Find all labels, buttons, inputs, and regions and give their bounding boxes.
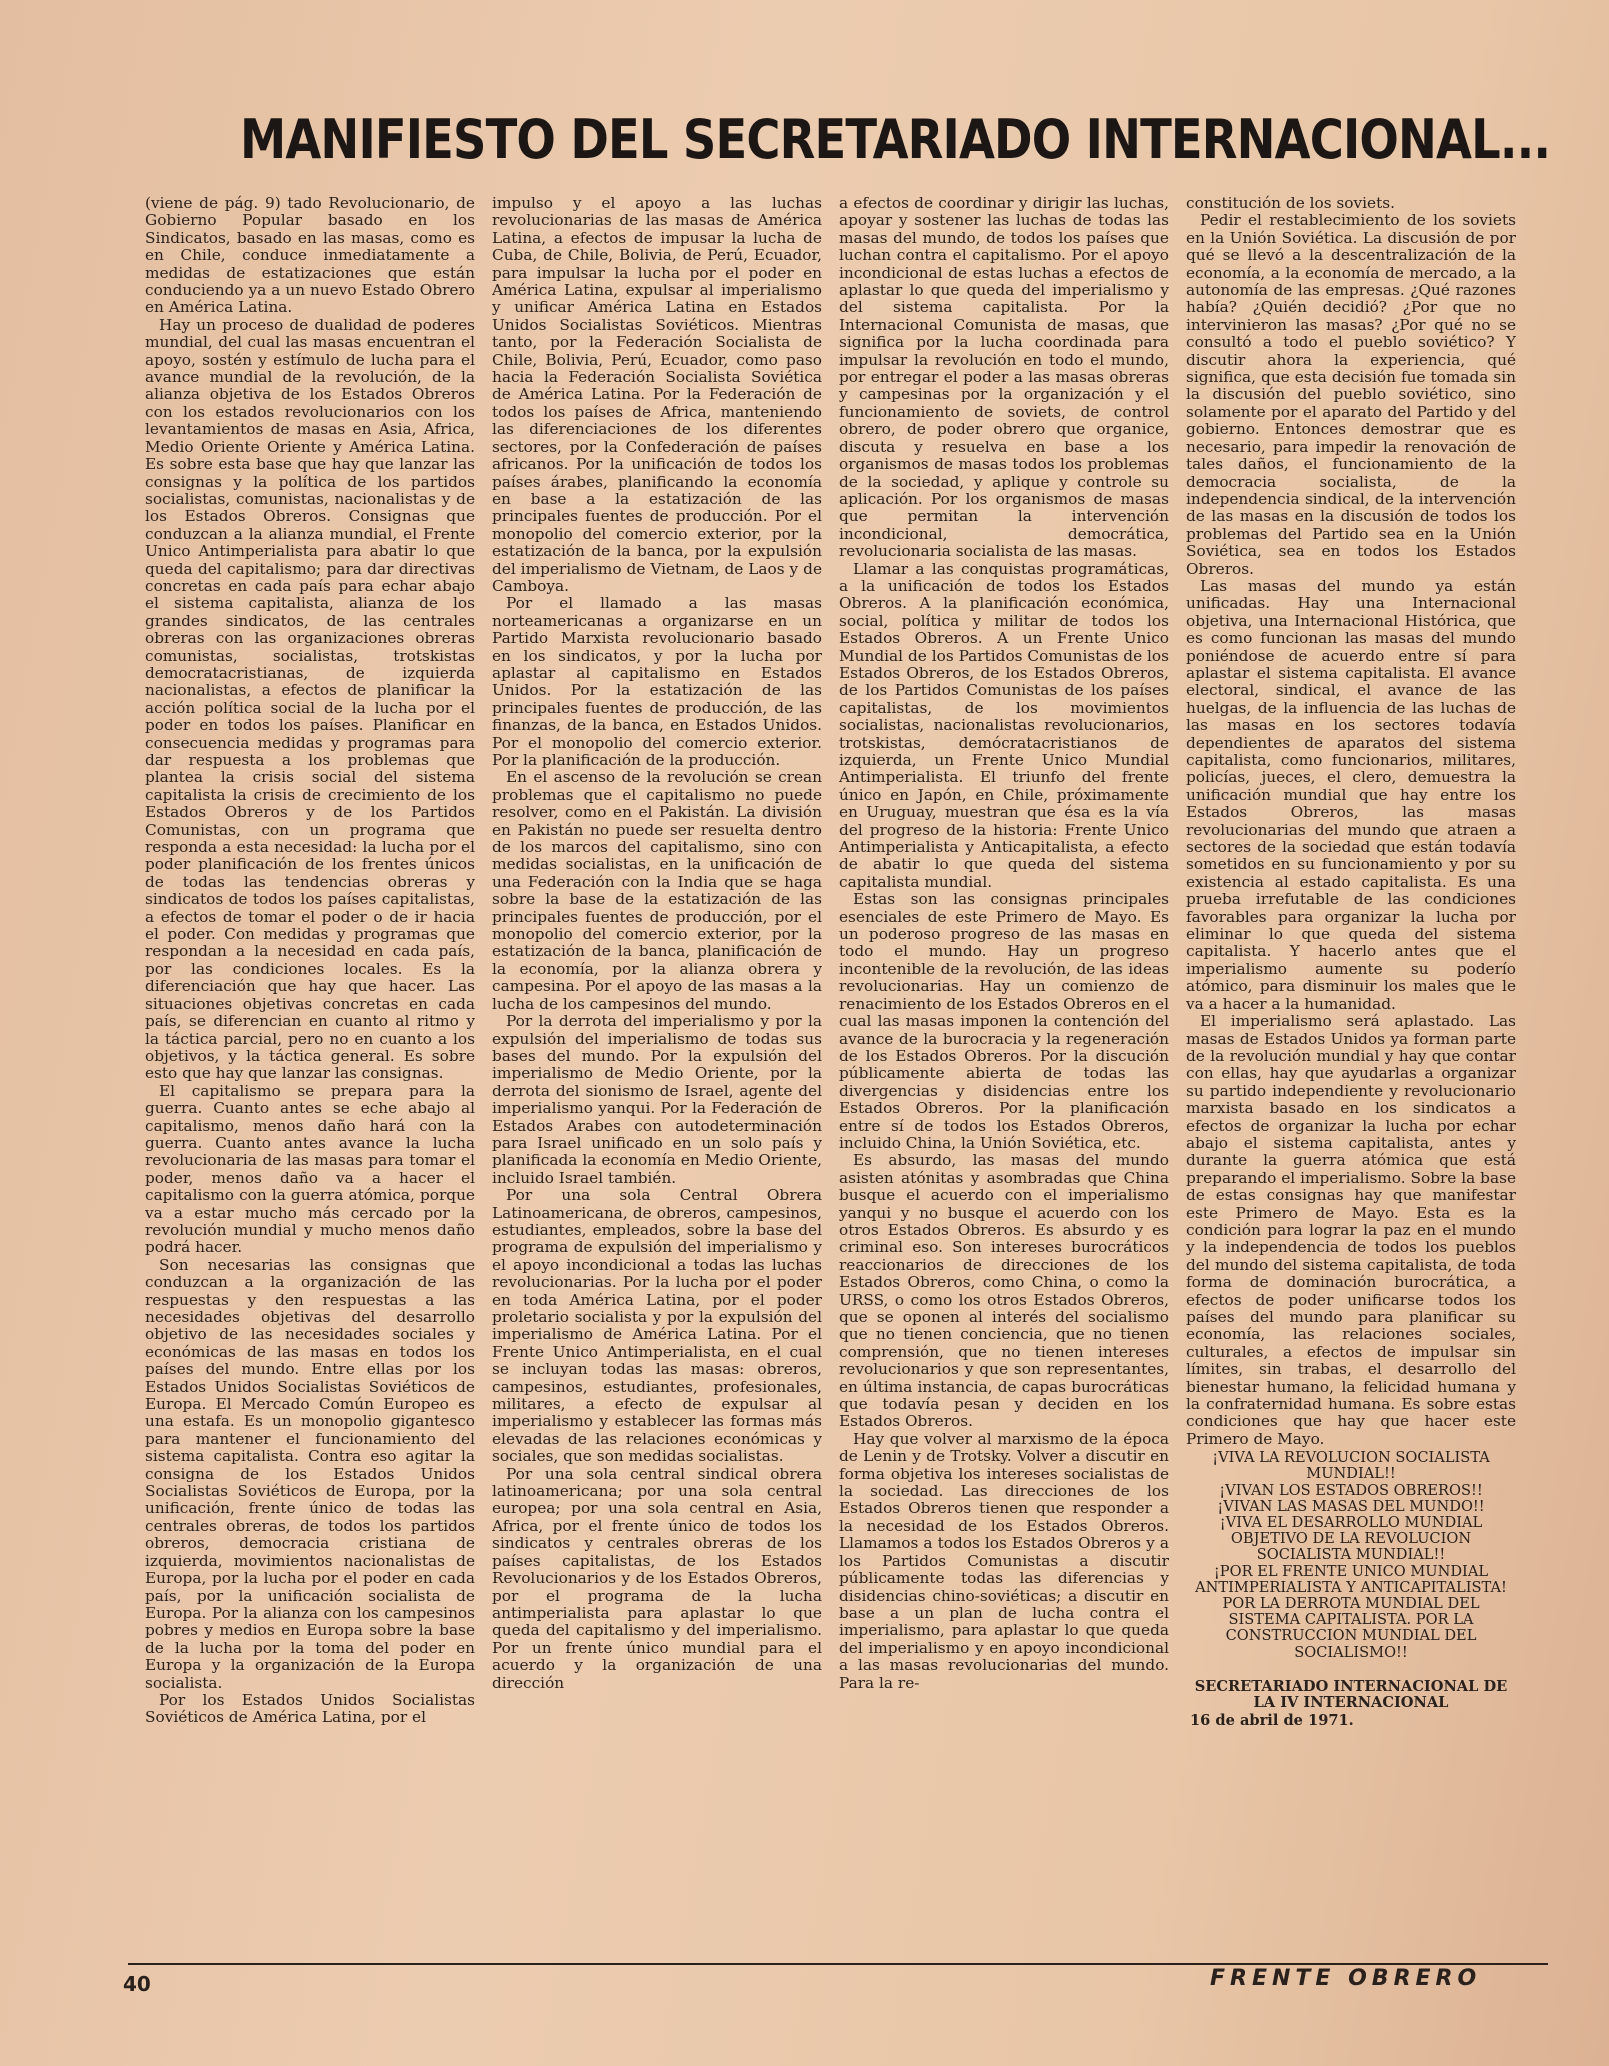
paragraph: En el ascenso de la revolución se crean problemas que el capitalismo no puede resolver, como en el Pakistán. La división en Pakistán no puede ser resuelta dentro de los marcos del capitalismo, sino con medidas socialistas, en la unificación de una Federación con la India que se haga sobre la base de la estatización de las principales fuentes de producción, por el monopolio del comercio exterior, por la estatización de la banca, planificación de la economía, por la alianza obrera y campesina. Por el apoyo de las masas a la lucha de los campesinos del mundo. [492, 768, 822, 1013]
paragraph: Por los Estados Unidos Socialistas Soviéticos de América Latina, por el [145, 1690, 475, 1727]
text-column-3 [839, 195, 1169, 1965]
slogan: ¡VIVA LA REVOLUCION SOCIALISTA MUNDIAL!! [1212, 1449, 1490, 1483]
closing-slogans [1186, 1450, 1516, 1661]
footer-rule [128, 1963, 1548, 1965]
paragraph: Hay un proceso de dualidad de poderes mundial, del cual las masas encuentran el apoyo, sostén y estímulo de lucha para el avance mundial de la revolución, de la alianza objetiva de los Estados Obreros con los estados revolucionarios con los levantamientos de masas en Asia, Africa, Medio Oriente Oriente y América Latina. Es sobre esta base que hay que lanzar las consignas y la política de los partidos socialistas, comunistas, nacionalistas y de los Estados Obreros. Consignas que conduzcan a la alianza mundial, el Frente Unico Antimperialista para abatir lo que queda del capitalismo; para dar directivas concretas en cada país para echar abajo el sistema capitalista, alianza de los grandes sindicatos, de las centrales obreras con las organizaciones obreras comunistas, socialistas, trotskistas democratacristianas, de izquierda nacionalistas, a efectos de planificar la acción política social de la lucha por el poder en todos los países. Planificar en consecuencia medidas y programas para dar respuesta a los problemas que plantea la crisis social del sistema capitalista la crisis de crecimiento de los Estados Obreros y de los Partidos Comunistas, con un programa que responda a esta necesidad: la lucha por el poder planificación de los frentes únicos de todas las tendencias obreras y sindicatos de todos los países capitalistas, a efectos de tomar el poder o de ir hacia el poder. Con medidas y programas que respondan a la necesidad en cada país, por las condiciones locales. Es la diferenciación que hay que hacer. Las situaciones objetivas concretas en cada país, se diferencian en cuanto al ritmo y la táctica parcial, pero no en cuanto a los objetivos, y la táctica general. Es sobre esto que hay que lanzar las consignas. [145, 315, 475, 1083]
paragraph: Es absurdo, las masas del mundo asisten atónitas y asombradas que China busque el acuerdo con el imperialismo yanqui y no busque el acuerdo con los otros Estados Obreros. Es absurdo y es criminal eso. Son intereses burocráticos reaccionarios de direcciones de los Estados Obreros, como China, o como la URSS, o como los otros Estados Obreros, que se oponen al interés del socialismo que no tienen conciencia, que no tienen comprensión, que no tienen intereses revolucionarios y que son representantes, en última instancia, de capas burocráticas que todavía pesan y deciden en los Estados Obreros. [839, 1151, 1169, 1431]
text-column-4 [1186, 195, 1516, 1965]
paragraph: Estas son las consignas principales esenciales de este Primero de Mayo. Es un poderoso progreso de las masas en todo el mundo. Hay un progreso incontenible de la revolución, de las ideas revolucionarias. Hay un comienzo de renacimiento de los Estados Obreros en el cual las masas imponen la contención del avance de la burocracia y la regeneración de los Estados Obreros. Por la discución públicamente abierta de todas las divergencias y disidencias entre los Estados Obreros. Por la planificación entre sí de todos los Estados Obreros, incluido China, la Unión Soviética, etc. [839, 890, 1169, 1152]
text-column-2 [492, 195, 822, 1965]
publication-name: FRENTE OBRERO [1210, 1966, 1482, 1991]
slogan: ¡POR EL FRENTE UNICO MUNDIAL ANTIMPERIALISTA Y ANTICAPITALISTA! POR LA DERROTA MUNDIAL DEL SISTEMA CAPITALISTA. POR LA CONSTRUCCION MUNDIAL DEL SOCIALISMO!! [1195, 1562, 1507, 1661]
paragraph: El capitalismo se prepara para la guerra. Cuanto antes se eche abajo al capitalismo, menos daño hará con la guerra. Cuanto antes avance la lucha revolucionaria de las masas para tomar el poder, menos daño va a hacer el capitalismo con la guerra atómica, porque va a estar mucho más cercado por la revolución mundial y mucho menos daño podrá hacer. [145, 1081, 475, 1257]
slogan: ¡VIVAN LAS MASAS DEL MUNDO!! [1217, 1497, 1485, 1515]
slogan: ¡VIVAN LOS ESTADOS OBREROS!! [1219, 1481, 1483, 1499]
paragraph: Hay que volver al marxismo de la época de Lenin y de Trotsky. Volver a discutir en forma objetiva los intereses socialistas de la sociedad. Las direcciones de los Estados Obreros tienen que responder a la necesidad de los Estados Obreros. Llamamos a todos los Estados Obreros y a los Partidos Comunistas a discutir públicamente todas las diferencias y disidencias chino-soviéticas; a discutir en base a un plan de lucha contra el imperialismo, para aplastar lo que queda del imperialismo y en apoyo incondicional a las masas revolucionarias del mundo. Para la re- [839, 1429, 1169, 1692]
paragraph: a efectos de coordinar y dirigir las luchas, apoyar y sostener las luchas de todas las masas del mundo, de todos los países que luchan contra el capitalismo. Por el apoyo incondicional de estas luchas a efectos de aplastar lo que queda del imperialismo y del sistema capitalista. Por la Internacional Comunista de masas, que significa por la lucha coordinada para impulsar la revolución en todo el mundo, por entregar el poder a las masas obreras y campesinas por la organización y el funcionamiento de soviets, de control obrero, de poder obrero que organice, discuta y resuelva en base a los organismos de masas todos los problemas de la sociedad, y aplique y controle su aplicación. Por los organismos de masas que permitan la intervención incondicional, democrática, revolucionaria socialista de las masas. [839, 195, 1169, 561]
paragraph: Pedir el restablecimiento de los soviets en la Unión Soviética. La discusión de por qué se llevó a la descentralización de la economía, a la economía de mercado, a la autonomía de las empresas. ¿Qué razones había? ¿Quién decidió? ¿Por que no intervinieron las masas? ¿Por qué no se consultó a todo el pueblo soviético? Y discutir ahora la experiencia, qué significa, que esta decisión fue tomada sin la discusión del pueblo soviético, sino solamente por el aparato del Partido y del gobierno. Entonces demostrar que es necesario, para impedir la renovación de tales daños, el funcionamiento de la democracia socialista, de la independencia sindical, de la intervención de las masas en la discusión de todos los problemas del Partido sea en la Unión Soviética, sea en todos los Estados Obreros. [1186, 211, 1516, 578]
paragraph: constitución de los soviets. [1186, 195, 1395, 212]
paragraph: Por una sola Central Obrera Latinoamericana, de obreros, campesinos, estudiantes, empleados, sobre la base del programa de expulsión del imperialismo y el apoyo incondicional a todas las luchas revolucionarias. Por la lucha por el poder en toda América Latina, por el poder proletario socialista y por la expulsión del imperialismo de América Latina. Por el Frente Unico Antimperialista, en el cual se incluyan todas las masas: obreros, campesinos, estudiantes, profesionales, militares, a efecto de expulsar al imperialismo y establecer las formas más elevadas de las relaciones económicas y sociales, que son medidas socialistas. [492, 1186, 822, 1466]
slogan: ¡VIVA EL DESARROLLO MUNDIAL OBJETIVO DE LA REVOLUCION SOCIALISTA MUNDIAL!! [1219, 1514, 1483, 1564]
paragraph: (viene de pág. 9) tado Revolucionario, de Gobierno Popular basado en los Sindicatos, basado en las masas, como es en Chile, conduce inmediatamente a medidas de estatizaciones que están conduciendo ya a un nuevo Estado Obrero en América Latina. [145, 195, 475, 317]
signature-date: 16 de abril de 1971. [1190, 1711, 1354, 1729]
page-number: 40 [123, 1972, 151, 1996]
paragraph: Llamar a las conquistas programáticas, a la unificación de todos los Estados Obreros. A la planificación económica, social, política y militar de todos los Estados Obreros. A un Frente Unico Mundial de los Partidos Comunistas de los Estados Obreros, de los Estados Obreros, de los Partidos Comunistas de los países capitalistas, de los movimientos socialistas, nacionalistas revolucionarios, trotskistas, demócratacristianos de izquierda, un Frente Unico Mundial Antimperialista. El triunfo del frente único en Japón, en Chile, próximamente en Uruguay, muestran que ésa es la vía del progreso de la historia: Frente Unico Antimperialista y Anticapitalista, a efecto de abatir lo que queda del sistema capitalista mundial. [839, 559, 1169, 891]
article-body [145, 195, 1515, 1965]
signature: SECRETARIADO INTERNACIONAL DE LA IV INTERNACIONAL [1194, 1677, 1508, 1712]
paragraph: Por la derrota del imperialismo y por la expulsión del imperialismo de todas sus bases del mundo. Por la expulsión del imperialismo de Medio Oriente, por la derrota del sionismo de Israel, agente del imperialismo yanqui. Por la Federación de Estados Arabes con autodeterminación para Israel unificado en un solo país y planificada la economía en Medio Oriente, incluido Israel también. [492, 1012, 822, 1187]
paragraph: El imperialismo será aplastado. Las masas de Estados Unidos ya forman parte de la revolución mundial y hay que contar con ellas, hay que ayudarlas a organizar su partido independiente y revolucionario marxista basado en los sindicatos a efectos de organizar la lucha por echar abajo el sistema capitalista, antes y durante la guerra atómica que está preparando el imperialismo. Sobre la base de estas consignas hay que manifestar este Primero de Mayo. Esta es la condición para lograr la paz en el mundo y la independencia de todos los pueblos del mundo del sistema capitalista, de toda forma de dominación burocrática, a efectos de poder unificarse todos los países del mundo para planificar su economía, las relaciones sociales, culturales, a efectos de impulsar sin límites, sin trabas, el desarrollo del bienestar humano, la felicidad humana y la confraternidad humana. Es sobre estas condiciones que hay que hacer este Primero de Mayo. [1186, 1012, 1516, 1448]
text-column-1 [145, 195, 475, 1965]
paragraph: Son necesarias las consignas que conduzcan a la organización de las respuestas y den respuestas a las necesidades objetivas del desarrollo objetivo de las necesidades sociales y económicas de las masas en todos los países del mundo. Entre ellas por los Estados Unidos Socialistas Soviéticos de Europa. El Mercado Común Europeo es una estafa. Es un monopolio gigantesco para mantener el funcionamiento del sistema capitalista. Contra eso agitar la consigna de los Estados Unidos Socialistas Soviéticos de Europa, por la unificación, frente único de todas las centrales obreras, de todos los partidos obreros, democracia cristiana de izquierda, movimientos nacionalistas de Europa, por la lucha por el poder en cada país, por la unificación socialista de Europa. Por la alianza con los campesinos pobres y medios en Europa sobre la base de la lucha por la toma del poder en Europa y la organización de la Europa socialista. [145, 1255, 475, 1692]
paragraph: Por el llamado a las masas norteamericanas a organizarse en un Partido Marxista revolucionario basado en los sindicatos, y por la lucha por aplastar al capitalismo en Estados Unidos. Por la estatización de las principales fuentes de producción, de las finanzas, de la banca, en Estados Unidos. Por el monopolio del comercio exterior. Por la planificación de la producción. [492, 594, 822, 769]
paragraph: impulso y el apoyo a las luchas revolucionarias de las masas de América Latina, a efectos de impusar la lucha de Cuba, de Chile, Bolivia, de Perú, Ecuador, para impulsar la lucha por el poder en América Latina, expulsar al imperialismo y unificar América Latina en Estados Unidos Socialistas Soviéticos. Mientras tanto, por la Federación Socialista de Chile, Bolivia, Perú, Ecuador, como paso hacia la Federación Socialista Soviética de América Latina. Por la Federación de todos los países de Africa, manteniendo las diferenciaciones de los diferentes sectores, por la Confederación de países africanos. Por la unificación de todos los países árabes, planificando la economía en base a la estatización de las principales fuentes de producción. Por el monopolio del comercio exterior, por la estatización de la banca, por la expulsión del imperialismo de Vietnam, de Laos y de Camboya. [492, 195, 822, 595]
page-headline: MANIFIESTO DEL SECRETARIADO INTERNACIONAL... [240, 108, 1551, 171]
paragraph: Las masas del mundo ya están unificadas. Hay una Internacional objetiva, una Internacional Histórica, que es como funcionan las masas del mundo poniéndose de acuerdo entre sí para aplastar el sistema capitalista. El avance electoral, sindical, el avance de las huelgas, de la influencia de las luchas de las masas en los sectores todavía dependientes de aparatos del sistema capitalista, como funcionarios, militares, policías, jueces, el clero, demuestra la unificación mundial que hay entre los Estados Obreros, las masas revolucionarias del mundo que atraen a sectores de la sociedad que están todavía sometidos en su funcionamiento y por su existencia al estado capitalista. Es una prueba irrefutable de las condiciones favorables para organizar la lucha por eliminar lo que queda del sistema capitalista. Y hacerlo antes que el imperialismo aumente su poderío atómico, para disminuir los males que le va a hacer a la humanidad. [1186, 576, 1516, 1013]
paragraph: Por una sola central sindical obrera latinoamericana; por una sola central europea; por una sola central en Asia, Africa, por el frente único de todos los sindicatos y centrales obreras de los países capitalistas, de los Estados Revolucionarios y de los Estados Obreros, por el programa de la lucha antimperialista para aplastar lo que queda del capitalismo y del imperialismo. Por un frente único mundial para el acuerdo y la organización de una dirección [492, 1464, 822, 1692]
